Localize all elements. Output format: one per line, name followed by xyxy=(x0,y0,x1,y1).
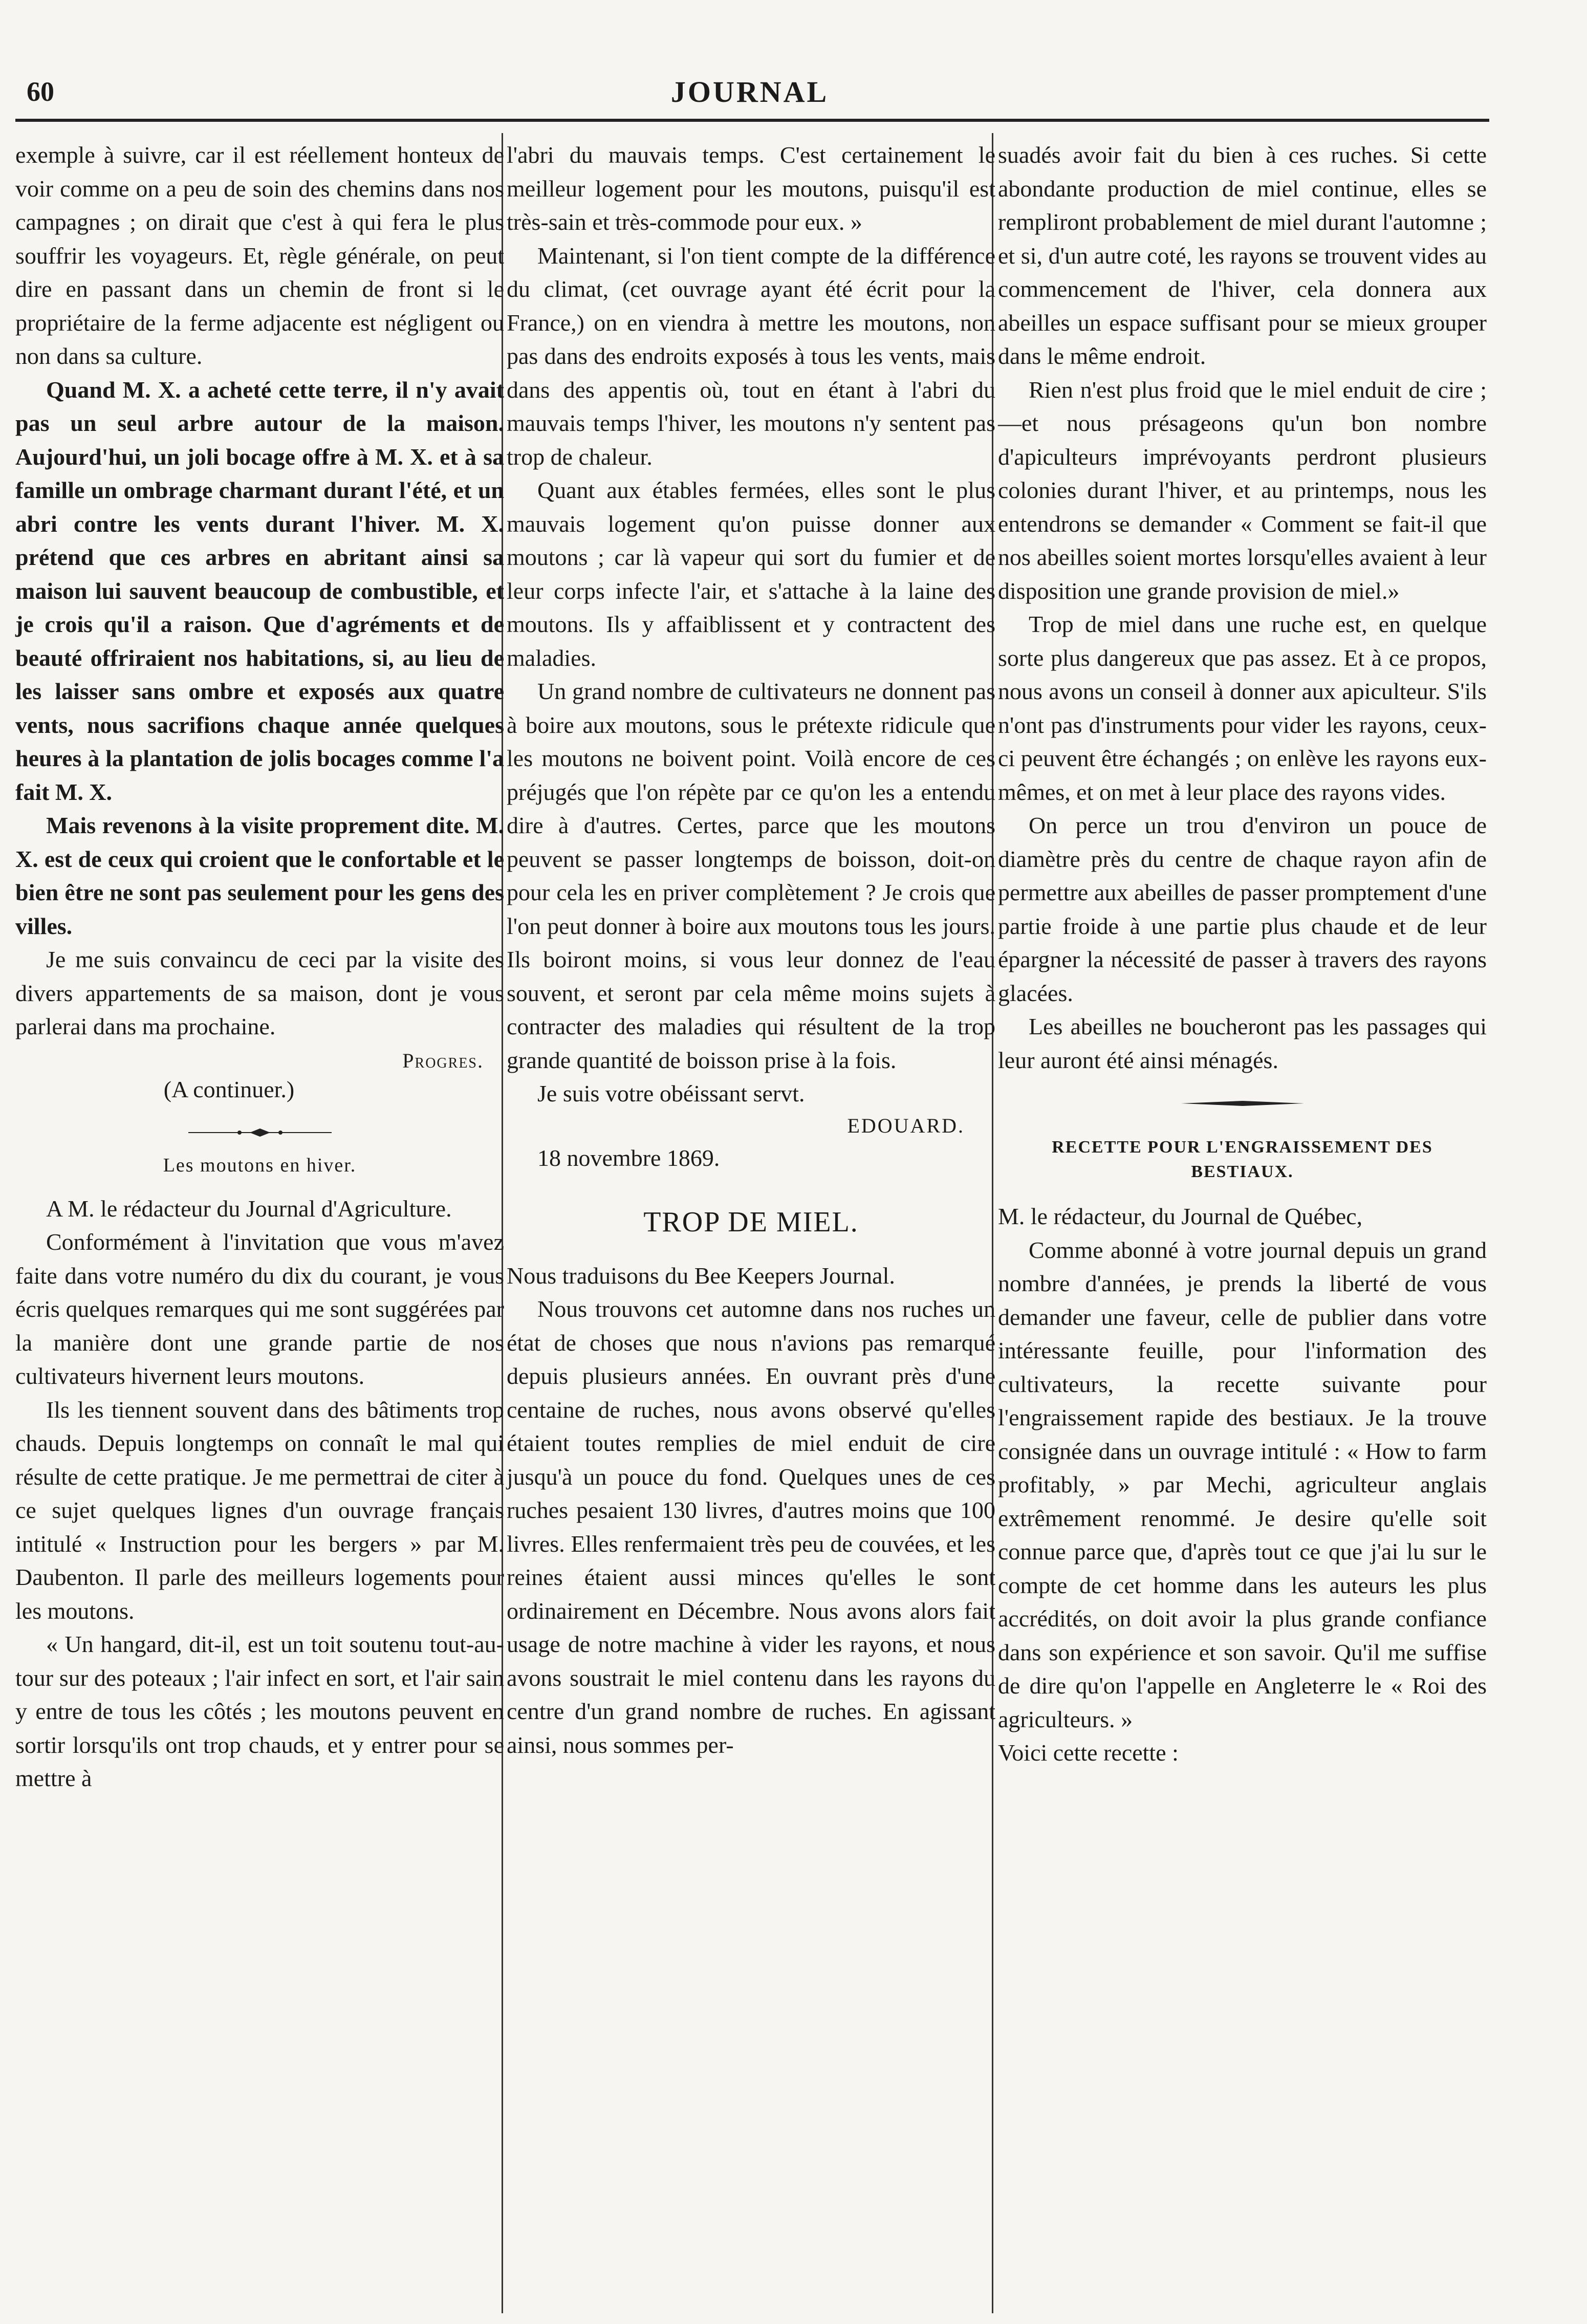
paragraph: Rien n'est plus froid que le miel enduit de cire ;—et nous présageons qu'un bon nombre d'apiculteurs imprévoyants perdront plusieurs colonies durant l'hiver, et au printemps, nous les entendrons se demander « Comment se fait-il que nos abeilles soient mortes lorsqu'elles avaient à leur disposition une grande provision de miel.» xyxy=(998,376,1487,604)
signature: EDOUARD. xyxy=(847,1114,965,1137)
page-number: 60 xyxy=(27,76,54,107)
section-title: RECETTE POUR L'ENGRAISSEMENT DES BESTIAUX. xyxy=(1052,1138,1433,1181)
paragraph: Voici cette recette : xyxy=(998,1740,1179,1766)
column-1 xyxy=(15,138,504,1795)
paragraph: On perce un trou d'environ un pouce de diamètre près du centre de chaque rayon afin de permettre aux abeilles de passer promptement d'une partie froide à une partie plus chaude et de leur épargner la nécessité de passer à travers des rayons glacées. xyxy=(998,812,1487,1006)
salutation: M. le rédacteur, du Journal de Québec, xyxy=(998,1203,1363,1229)
paragraph: Conformément à l'invitation que vous m'avez faite dans votre numéro du dix du courant, je vous écris quelques remarques qui me sont suggérées par la manière dont une grande partie de nos cultivateurs hivernent leurs moutons. xyxy=(15,1229,504,1389)
closing-line: Je suis votre obéissant servt. xyxy=(537,1080,805,1106)
paragraph: Mais revenons à la visite proprement dite. M. X. est de ceux qui croient que le confortable et le bien être ne sont pas seulement pour les gens des villes. xyxy=(15,812,504,939)
header-rule xyxy=(15,119,1489,122)
journal-title: JOURNAL xyxy=(670,75,829,108)
section-title: TROP DE MIEL. xyxy=(643,1206,859,1238)
paragraph: Les abeilles ne boucheront pas les passages qui leur auront été ainsi ménagés. xyxy=(998,1013,1487,1073)
paragraph: Quant aux étables fermées, elles sont le plus mauvais logement qu'on puisse donner aux moutons ; car là vapeur qui sort du fumier et de leur corps infecte l'air, et s'attache à la laine des moutons. Ils y affaiblissent et y contractent des maladies. xyxy=(507,477,995,671)
salutation: A M. le rédacteur du Journal d'Agriculture. xyxy=(46,1195,452,1222)
paragraph: Quand M. X. a acheté cette terre, il n'y avait pas un seul arbre autour de la maison. Aujourd'hui, un joli bocage offre à M. X. et à sa famille un ombrage charmant durant l'été, et un abri contre les vents durant l'hiver. M. X. prétend que ces arbres en abritant ainsi sa maison lui sauvent beaucoup de combustible, et je crois qu'il a raison. Que d'agréments et de beauté offriraient nos habitations, si, au lieu de les laisser sans ombre et exposés aux quatre vents, nous sacrifions chaque année quelques heures à la plantation de jolis bocages comme l'a fait M. X. xyxy=(15,376,504,805)
paragraph: Un grand nombre de cultivateurs ne donnent pas à boire aux moutons, sous le prétexte ridicule que les moutons ne boivent point. Voilà encore de ces préjugés que l'on répète par ce qu'on les a entendu dire à d'autres. Certes, parce que les moutons peuvent se passer longtemps de boisson, doit-on pour cela les en priver complètement ? Je crois que l'on peut donner à boire aux moutons tous les jours. Ils boiront moins, si vous leur donnez de l'eau souvent, et seront par cela même moins sujets à contracter des maladies qui résultent de la trop grande quantité de boisson prise à la fois. xyxy=(507,678,995,1073)
paragraph: Trop de miel dans une ruche est, en quelque sorte plus dangereux que pas assez. Et à ce propos, nous avons un conseil à donner aux apiculteur. S'ils n'ont pas d'instruments pour vider les rayons, ceux-ci peuvent être échangés ; on enlève les rayons eux-mêmes, et on met à leur place des rayons vides. xyxy=(998,611,1487,805)
paragraph: l'abri du mauvais temps. C'est certainement le meilleur logement pour les moutons, puisqu'il est très-sain et très-commode pour eux. » xyxy=(507,142,995,235)
paragraph: « Un hangard, dit-il, est un toit soutenu tout-au-tour sur des poteaux ; l'air infect en sort, et l'air sain y entre de tous les côtés ; les moutons peuvent en sortir lorsqu'ils ont trop chauds, et y entrer pour se mettre à xyxy=(15,1631,504,1791)
page-header xyxy=(15,72,1484,120)
intro-line: Nous traduisons du Bee Keepers Journal. xyxy=(507,1262,895,1289)
paragraph: suadés avoir fait du bien à ces ruches. Si cette abondante production de miel continue, elles se rempliront probablement de miel durant l'automne ; et si, d'un autre coté, les rayons se trouvent vides au commencement de l'hiver, cela donnera aux abeilles un espace suffisant pour se mieux grouper dans le même endroit. xyxy=(998,142,1487,369)
paragraph: Maintenant, si l'on tient compte de la différence du climat, (cet ouvrage ayant été écrit pour la France,) on en viendra à mettre les moutons, non pas dans des endroits exposés à tous les vents, mais dans des appentis où, tout en étant à l'abri du mauvais temps l'hiver, les moutons n'y sentent pas trop de chaleur. xyxy=(507,242,995,470)
ornament-divider xyxy=(168,1126,352,1139)
paragraph: Comme abonné à votre journal depuis un grand nombre d'années, je prends la liberté de vous demander une faveur, celle de publier dans votre intéressante feuille, pour l'information des cultivateurs, la recette suivante pour l'engraissement rapide des bestiaux. Je la trouve consignée dans un ouvrage intitulé : « How to farm profitably, » par Mechi, agriculteur anglais extrêmement renommé. Je desire qu'elle soit connue parce que, d'après tout ce que j'ai lu sur le compte de cet homme dans les auteurs les plus accrédités, on doit avoir la plus grande confiance dans son expérience et son savoir. Qu'il me suffise de dire qu'on l'appelle en Angleterre le « Roi des agriculteurs. » xyxy=(998,1236,1487,1732)
column-3 xyxy=(998,138,1487,1770)
section-heading: Les moutons en hiver. xyxy=(163,1154,357,1176)
paragraph: Je me suis convaincu de ceci par la visite des divers appartements de sa maison, dont je vous parlerai dans ma prochaine. xyxy=(15,946,504,1039)
signature: Progres. xyxy=(402,1049,484,1072)
paragraph: exemple à suivre, car il est réellement honteux de voir comme on a peu de soin des chemins dans nos campagnes ; on dirait que c'est à qui fera le plus souffrir les voyageurs. Et, règle générale, on peut dire en passant dans un chemin de front si le propriétaire de la ferme adjacente est négligent ou non dans sa culture. xyxy=(15,142,504,369)
continuation-note: (A continuer.) xyxy=(163,1076,295,1102)
date-line: 18 novembre 1869. xyxy=(537,1144,720,1171)
column-2 xyxy=(507,138,995,1762)
paragraph: Ils les tiennent souvent dans des bâtiments trop chauds. Depuis longtemps on connaît le mal qui résulte de cette pratique. Je me permettrai de citer à ce sujet quelques lignes d'un ouvrage français intitulé « Instruction pour les bergers » par M. Daubenton. Il parle des meilleurs logements pour les moutons. xyxy=(15,1396,504,1624)
paragraph: Nous trouvons cet automne dans nos ruches un état de choses que nous n'avions pas remarqué depuis plusieurs années. En ouvrant près d'une centaine de ruches, nous avons observé qu'elles étaient toutes remplies de miel enduit de cire jusqu'à un pouce du fond. Quelques unes de ces ruches pesaient 130 livres, d'autres moins que 100 livres. Elles renfermaient très peu de couvées, et les reines étaient aussi minces qu'elles le sont ordinairement en Décembre. Nous avons alors fait usage de notre machine à vider les rayons, et nous avons soustrait le miel contenu dans les rayons du centre d'un grand nombre de ruches. En agissant ainsi, nous sommes per- xyxy=(507,1296,995,1758)
ornament-divider xyxy=(1150,1097,1335,1110)
